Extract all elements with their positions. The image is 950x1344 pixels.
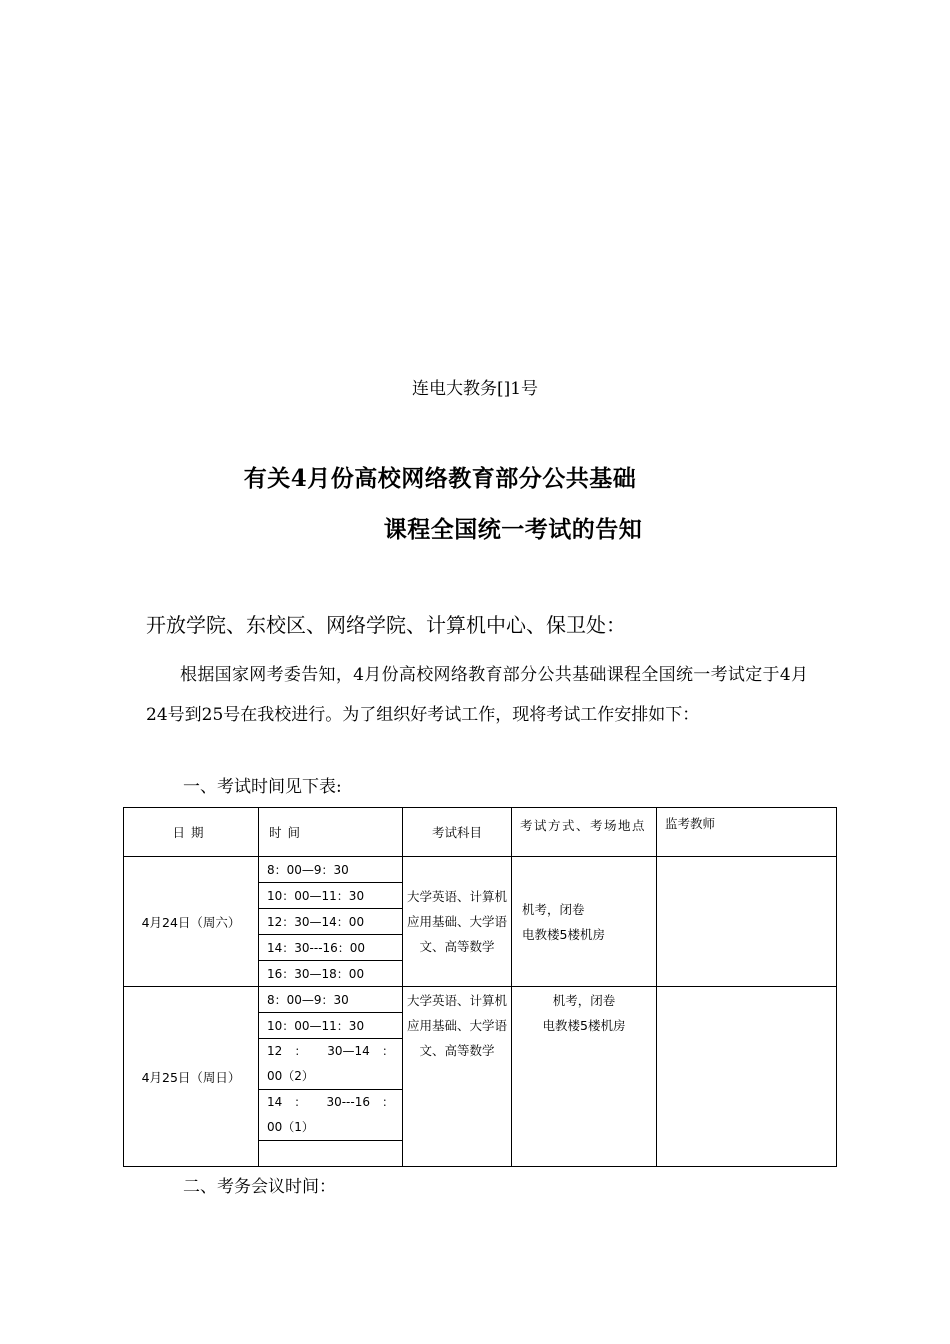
addressee: 开放学院、东校区、网络学院、计算机中心、保卫处： bbox=[146, 613, 626, 637]
section-2-heading: 二、考务会议时间： bbox=[183, 1177, 336, 1197]
title-line-1: 有关4月份高校网络教育部分公共基础 bbox=[243, 465, 637, 492]
day2-slot-4 bbox=[259, 1090, 403, 1141]
section-1-heading: 一、考试时间见下表: bbox=[183, 777, 342, 797]
day1-slot-3: 12：30—14：00 bbox=[259, 909, 403, 935]
day2-mode-place bbox=[512, 987, 657, 1167]
day1-place: 电教楼5楼机房 bbox=[522, 926, 605, 942]
day2-place: 电教楼5楼机房 bbox=[542, 1018, 626, 1033]
day1-slot-5: 16：30—18：00 bbox=[259, 961, 403, 987]
day2-slot-3-line-2: 00（2） bbox=[267, 1069, 314, 1083]
day2-proctor bbox=[657, 987, 837, 1167]
table-header-row bbox=[124, 808, 837, 857]
day1-slot-2: 10：00—11：30 bbox=[259, 883, 403, 909]
exam-schedule-table bbox=[123, 807, 837, 1167]
day1-mode-place bbox=[512, 857, 657, 987]
day1-slot-1: 8：00—9：30 bbox=[259, 857, 403, 883]
header-proctor: 监考教师 bbox=[657, 808, 837, 857]
day2-slot-3-line-1: 12 ： 30—14 ： bbox=[267, 1044, 394, 1058]
day2-slot-1: 8：00—9：30 bbox=[259, 987, 403, 1013]
day2-slot-2: 10：00—11：30 bbox=[259, 1013, 403, 1039]
day2-mode: 机考，闭卷 bbox=[552, 993, 616, 1008]
day2-slot-empty bbox=[259, 1141, 403, 1167]
title-line-2: 课程全国统一考试的告知 bbox=[383, 516, 643, 543]
header-mode-place: 考试方式、考场地点 bbox=[512, 808, 657, 857]
table-row bbox=[124, 857, 837, 883]
day1-mode: 机考，闭卷 bbox=[522, 901, 585, 917]
day2-slot-4-line-2: 00（1） bbox=[267, 1120, 314, 1134]
header-time: 时间 bbox=[259, 808, 403, 857]
day1-slot-4: 14：30---16：00 bbox=[259, 935, 403, 961]
day2-slot-4-line-1: 14 ： 30---16 ： bbox=[267, 1095, 394, 1109]
day2-date: 4月25日（周日） bbox=[124, 987, 259, 1167]
header-subject: 考试科目 bbox=[403, 808, 512, 857]
header-date: 日期 bbox=[124, 808, 259, 857]
document-number: 连电大教务[]1号 bbox=[411, 379, 539, 399]
body-paragraph: 根据国家网考委告知，4月份高校网络教育部分公共基础课程全国统一考试定于4月24号到25号在我校进行。为了组织好考试工作，现将考试工作安排如下： bbox=[146, 665, 808, 725]
day1-subjects: 大学英语、计算机应用基础、大学语文、高等数学 bbox=[403, 857, 512, 987]
day1-date: 4月24日（周六） bbox=[124, 857, 259, 987]
table-row bbox=[124, 987, 837, 1013]
day1-proctor bbox=[657, 857, 837, 987]
day2-slot-3 bbox=[259, 1039, 403, 1090]
day2-subjects: 大学英语、计算机应用基础、大学语文、高等数学 bbox=[403, 987, 512, 1167]
